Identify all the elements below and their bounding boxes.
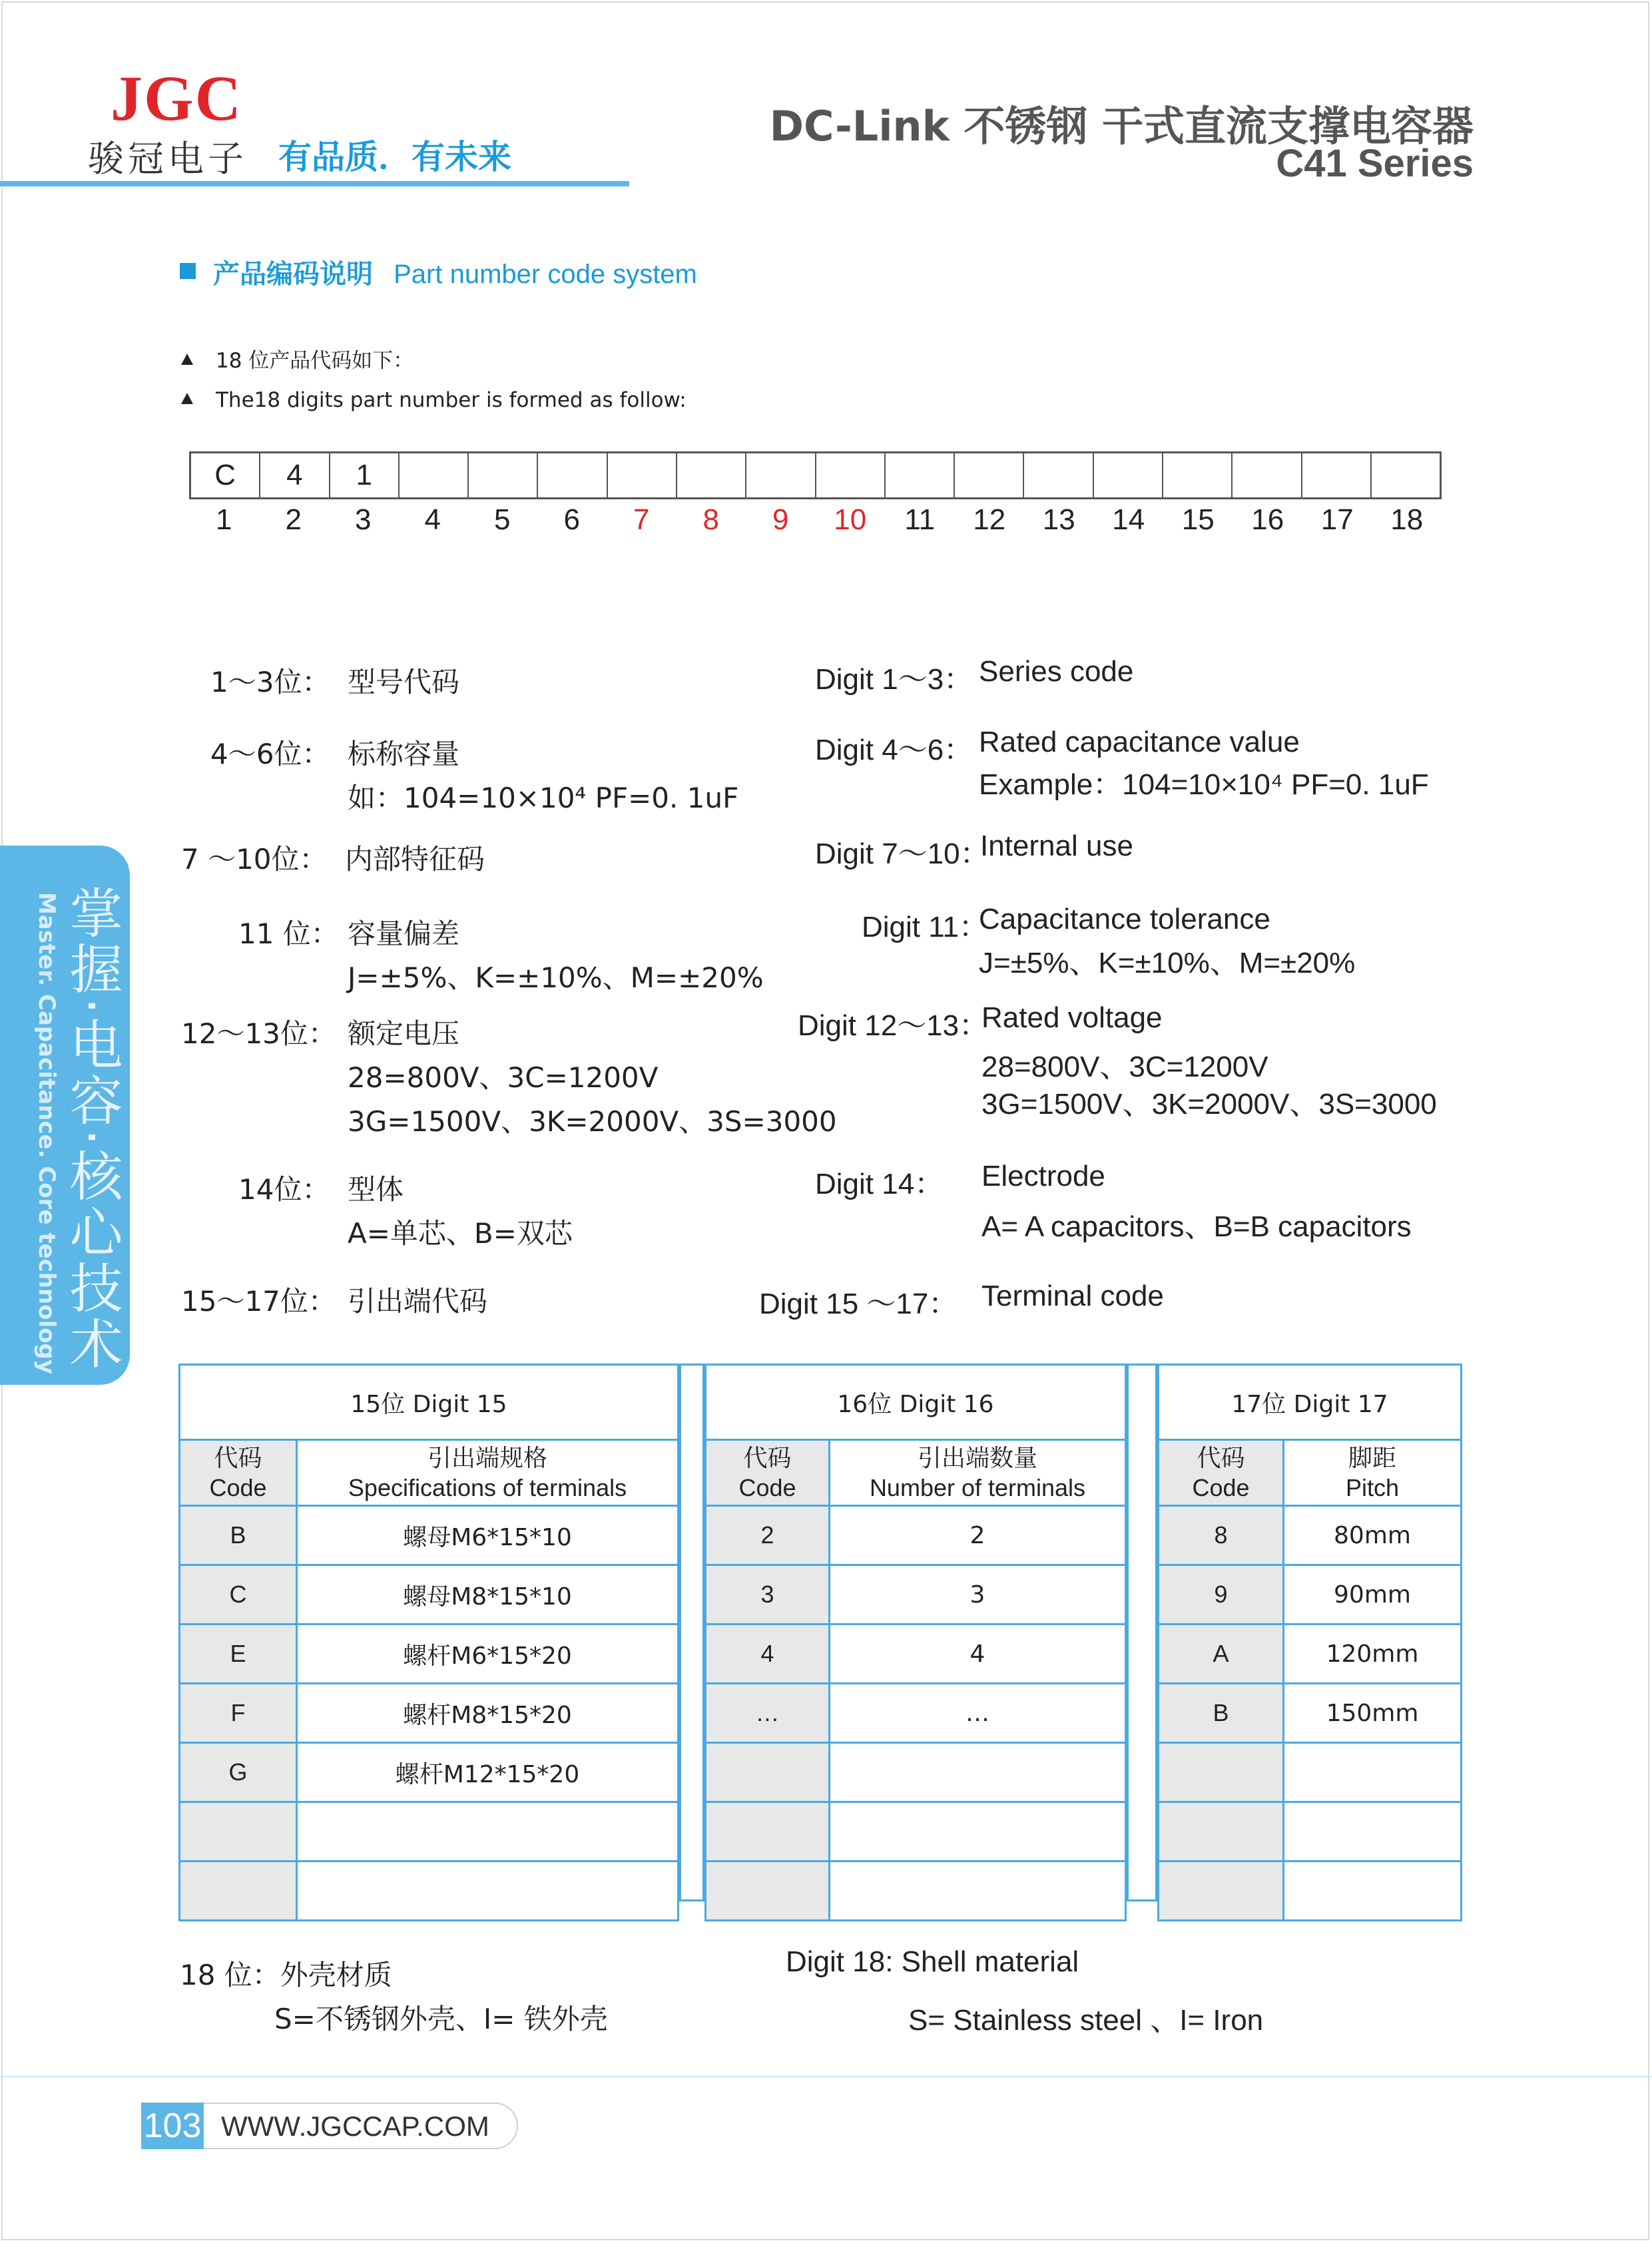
cn-text-d4-6: 标称容量 <box>348 738 460 770</box>
table-row <box>1159 1743 1462 1802</box>
table-row <box>180 1624 679 1684</box>
en-example-d4-6: Example：104=10×10⁴ PF=0. 1uF <box>979 768 1429 801</box>
digit-box <box>955 453 1024 497</box>
code-cell <box>1159 1743 1284 1802</box>
company-logo: JGC <box>111 63 242 134</box>
code-cell: G <box>180 1743 297 1802</box>
en-text-d14: Electrode <box>981 1160 1105 1192</box>
table-row <box>180 1684 679 1743</box>
code-cell <box>180 1802 297 1862</box>
digit-number: 18 <box>1390 503 1424 536</box>
table-digit-15-title: 15位 Digit 15 <box>180 1365 679 1440</box>
website-link[interactable]: WWW.JGCCAP.COM <box>221 2111 489 2142</box>
square-bullet-icon <box>180 263 196 279</box>
en-line2-d12-13: 3G=1500V、3K=2000V、3S=3000 <box>981 1088 1437 1121</box>
code-cell <box>1159 1862 1284 1921</box>
table-row <box>180 1506 679 1565</box>
table-row <box>1159 1624 1462 1684</box>
value-cell: 90mm <box>1284 1565 1462 1624</box>
section-heading-en: Part number code system <box>394 260 697 289</box>
table-row <box>1159 1565 1462 1624</box>
en-line1-d12-13: 28=800V、3C=1200V <box>981 1051 1268 1083</box>
value-cell: 120mm <box>1284 1624 1462 1684</box>
cn-line2-d12-13: 3G=1500V、3K=2000V、3S=3000 <box>348 1105 837 1138</box>
table-row <box>706 1862 1126 1921</box>
col-code-header: 代码 Code <box>1159 1440 1284 1506</box>
cn-label-d11: 11 位： <box>238 917 339 950</box>
table-row <box>706 1802 1126 1862</box>
cn-label-d15-17: 15～17位： <box>181 1285 336 1318</box>
digit-number: 2 <box>285 503 302 536</box>
table-row <box>180 1565 679 1624</box>
slogan: 有品质．有未来 <box>278 138 511 176</box>
table-gap <box>679 1364 704 1901</box>
digit-number: 8 <box>702 503 719 536</box>
en-label-d12-13: Digit 12～13： <box>798 1009 989 1042</box>
en-text-d15-17: Terminal code <box>981 1280 1164 1312</box>
cn-detail-d11: J=±5%、K=±10%、M=±20% <box>348 961 764 994</box>
digit-number: 9 <box>772 503 789 536</box>
digit-box <box>1302 453 1372 497</box>
en-detail-d11: J=±5%、K=±10%、M=±20% <box>979 947 1356 979</box>
value-cell: 4 <box>830 1624 1126 1684</box>
cn-label-d4-6: 4～6位： <box>210 738 330 770</box>
digit-box <box>400 453 469 497</box>
value-cell: 150mm <box>1284 1684 1462 1743</box>
triangle-bullet-icon <box>181 393 193 404</box>
header-divider <box>0 181 629 186</box>
section-heading-cn: 产品编码说明 <box>213 259 373 290</box>
col-number-header: 引出端数量 Number of terminals <box>830 1440 1126 1506</box>
cn-text-d14: 型体 <box>348 1173 404 1206</box>
code-cell <box>180 1862 297 1921</box>
table-digit-16 <box>704 1364 1127 1901</box>
cn-text-d11: 容量偏差 <box>348 917 460 950</box>
digit-number: 3 <box>355 503 372 536</box>
digit-box <box>816 453 886 497</box>
digit-box <box>608 453 677 497</box>
table-row <box>1159 1506 1462 1565</box>
value-cell <box>830 1743 1126 1802</box>
digit-box <box>1094 453 1163 497</box>
table-row <box>180 1862 679 1921</box>
cn-label-d14: 14位： <box>238 1173 330 1206</box>
digit-box <box>1372 453 1440 497</box>
table-gap <box>1127 1364 1157 1901</box>
page-number: 103 <box>141 2103 204 2149</box>
value-cell: 螺母M6*15*10 <box>297 1506 679 1565</box>
table-row <box>706 1684 1126 1743</box>
code-cell: 3 <box>706 1565 830 1624</box>
note-cn-text: 18 位产品代码如下： <box>216 349 414 373</box>
code-cell <box>706 1802 830 1862</box>
cn-label-d1-3: 1～3位： <box>210 666 330 698</box>
table-row <box>706 1624 1126 1684</box>
digit-number: 16 <box>1251 503 1284 536</box>
en-label-d11: Digit 11： <box>862 911 988 943</box>
digit-box <box>1163 453 1233 497</box>
value-cell: 3 <box>830 1565 1126 1624</box>
digit-number: 6 <box>563 503 580 536</box>
digit-box <box>886 453 955 497</box>
digit-number: 4 <box>424 503 441 536</box>
table-row <box>706 1565 1126 1624</box>
en-text-d4-6: Rated capacitance value <box>979 726 1300 758</box>
series-title: C41 Series <box>1276 142 1474 185</box>
table-row <box>1159 1802 1462 1862</box>
digit-box: 4 <box>260 453 330 497</box>
code-cell: E <box>180 1624 297 1684</box>
digit-number: 5 <box>494 503 511 536</box>
digit-number: 13 <box>1042 503 1075 536</box>
digit-box <box>677 453 746 497</box>
digit-box <box>1233 453 1302 497</box>
note-en <box>181 388 687 412</box>
footer-divider <box>0 2076 1652 2077</box>
note-cn <box>181 344 413 374</box>
en-label-d1-3: Digit 1～3： <box>815 663 973 696</box>
sidebar-text-en: Master. Capacitance. Core technology <box>33 892 60 1375</box>
table-row <box>180 1802 679 1862</box>
company-name-cn: 骏冠电子 <box>88 138 248 180</box>
value-cell <box>1284 1862 1462 1921</box>
value-cell <box>297 1862 679 1921</box>
en-label-d18: Digit 18: Shell material <box>786 1945 1079 1978</box>
digit-number: 1 <box>216 503 232 536</box>
cn-detail-d18: S=不锈钢外壳、I= 铁外壳 <box>274 2003 608 2035</box>
en-label-d15-17: Digit 15 ～17： <box>759 1288 958 1320</box>
value-cell: … <box>830 1684 1126 1743</box>
en-detail-d18: S= Stainless steel 、I= Iron <box>908 2004 1264 2037</box>
digit-number: 12 <box>973 503 1006 536</box>
col-pitch-header: 脚距 Pitch <box>1284 1440 1462 1506</box>
table-row <box>706 1506 1126 1565</box>
code-cell: B <box>1159 1684 1284 1743</box>
table-digit-17 <box>1157 1364 1462 1901</box>
value-cell <box>1284 1802 1462 1862</box>
value-cell: 螺母M8*15*10 <box>297 1565 679 1624</box>
cn-label-d7-10: 7 ～10位： <box>181 843 328 875</box>
table-digit-16-title: 16位 Digit 16 <box>706 1365 1126 1440</box>
cn-text-d12-13: 额定电压 <box>348 1017 460 1050</box>
digit-box-row <box>189 451 1442 499</box>
col-code-header: 代码 Code <box>180 1440 297 1506</box>
page-title: DC-Link 不锈钢 干式直流支撑电容器 <box>769 102 1474 150</box>
digit-number: 17 <box>1320 503 1354 536</box>
code-cell <box>706 1862 830 1921</box>
digit-number: 14 <box>1112 503 1145 536</box>
en-text-d12-13: Rated voltage <box>981 1001 1163 1034</box>
value-cell: 螺杆M12*15*20 <box>297 1743 679 1802</box>
code-cell: A <box>1159 1624 1284 1684</box>
code-cell: C <box>180 1565 297 1624</box>
col-spec-header: 引出端规格 Specifications of terminals <box>297 1440 679 1506</box>
en-label-d4-6: Digit 4～6： <box>815 734 973 766</box>
table-digit-15 <box>178 1364 679 1901</box>
code-cell: B <box>180 1506 297 1565</box>
cn-text-d7-10: 内部特征码 <box>345 843 485 875</box>
en-text-d11: Capacitance tolerance <box>979 903 1270 935</box>
table-row <box>706 1743 1126 1802</box>
digit-box <box>746 453 816 497</box>
table-row <box>1159 1862 1462 1921</box>
col-code-header: 代码 Code <box>706 1440 830 1506</box>
digit-box <box>538 453 607 497</box>
table-digit-17-title: 17位 Digit 17 <box>1159 1365 1462 1440</box>
value-cell <box>297 1802 679 1862</box>
value-cell: 80mm <box>1284 1506 1462 1565</box>
value-cell <box>830 1802 1126 1862</box>
code-cell <box>1159 1802 1284 1862</box>
code-cell: … <box>706 1684 830 1743</box>
code-cell: 2 <box>706 1506 830 1565</box>
table-row <box>180 1743 679 1802</box>
cn-text-d1-3: 型号代码 <box>348 666 460 698</box>
en-text-d1-3: Series code <box>979 655 1134 688</box>
digit-box <box>469 453 538 497</box>
cn-label-d18: 18 位：外壳材质 <box>180 1959 392 1991</box>
digit-number: 11 <box>904 503 936 536</box>
digit-box <box>1024 453 1093 497</box>
digit-box: C <box>191 453 260 497</box>
cn-text-d15-17: 引出端代码 <box>348 1285 488 1318</box>
en-text-d7-10: Internal use <box>980 830 1133 862</box>
cn-example-d4-6: 如：104=10×10⁴ PF=0. 1uF <box>348 782 739 814</box>
code-cell: 4 <box>706 1624 830 1684</box>
value-cell <box>1284 1743 1462 1802</box>
value-cell <box>830 1862 1126 1921</box>
triangle-bullet-icon <box>181 354 193 365</box>
value-cell: 2 <box>830 1506 1126 1565</box>
en-label-d14: Digit 14： <box>815 1168 944 1200</box>
digit-number: 15 <box>1181 503 1215 536</box>
value-cell: 螺杆M8*15*20 <box>297 1684 679 1743</box>
code-cell: 9 <box>1159 1565 1284 1624</box>
cn-detail-d14: A=单芯、B=双芯 <box>348 1217 573 1250</box>
table-row <box>1159 1684 1462 1743</box>
note-en-text: The18 digits part number is formed as follow: <box>216 388 687 412</box>
digit-number: 7 <box>633 503 650 536</box>
section-heading <box>213 253 697 291</box>
code-cell: F <box>180 1684 297 1743</box>
en-detail-d14: A= A capacitors、B=B capacitors <box>981 1210 1412 1243</box>
en-label-d7-10: Digit 7～10： <box>815 838 989 870</box>
cn-line1-d12-13: 28=800V、3C=1200V <box>348 1061 659 1094</box>
cn-label-d12-13: 12～13位： <box>181 1017 336 1050</box>
sidebar-text-cn: 掌握·电容·核心技术 <box>61 885 123 1372</box>
code-cell: 8 <box>1159 1506 1284 1565</box>
digit-number: 10 <box>834 503 867 536</box>
value-cell: 螺杆M6*15*20 <box>297 1624 679 1684</box>
code-cell <box>706 1743 830 1802</box>
digit-box: 1 <box>330 453 400 497</box>
digit-number-row <box>189 503 1442 537</box>
